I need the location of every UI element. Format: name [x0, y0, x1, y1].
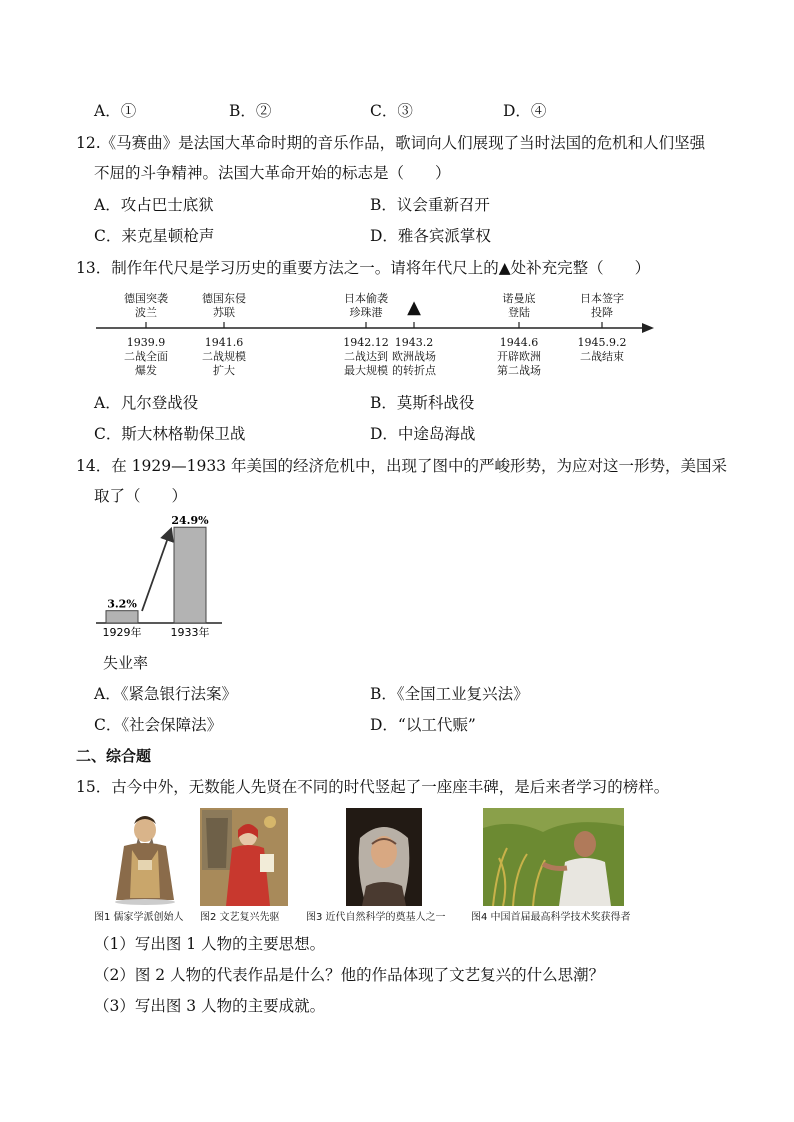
figure1-image [94, 810, 196, 906]
confucius-figure-icon [94, 810, 196, 906]
timeline-date-bottom: 1939.9 二战全面 爆发 [124, 336, 168, 377]
q13-option-c: C．斯大林格勒保卫战 [94, 425, 246, 443]
figure1-caption: 图1 儒家学派创始人 [94, 912, 184, 923]
q11-option-c: C．③ [370, 102, 413, 120]
q14-option-c: C．《社会保障法》 [94, 716, 223, 734]
q14-stem-line1: 14．在 1929—1933 年美国的经济危机中，出现了图中的严峻形势，为应对这一形势，美国采 [76, 457, 727, 475]
category-label-0: 1929年 [102, 626, 142, 639]
q12-option-d: D．雅各宾派掌权 [370, 227, 491, 245]
trend-arrow [142, 532, 170, 611]
q15-subquestion-1: （1）写出图 1 人物的主要思想。 [94, 935, 326, 953]
figure4-caption: 图4 中国首届最高科学技术奖获得者 [471, 912, 631, 923]
bar-1 [174, 527, 206, 623]
figure3-caption: 图3 近代自然科学的奠基人之一 [306, 912, 446, 923]
q15-stem: 15．古今中外，无数能人先贤在不同的时代竖起了一座座丰碑，是后来者学习的榜样。 [76, 778, 670, 796]
figure3-image [346, 808, 422, 906]
timeline-date-bottom: 1943.2 欧洲战场 的转折点 [392, 336, 436, 377]
unemployment-chart [94, 508, 234, 653]
timeline-axis [94, 318, 656, 338]
q14-option-d: D．“以工代赈” [370, 716, 476, 734]
timeline-event-top: 日本签字 投降 [580, 292, 624, 319]
data-label-0: 3.2% [107, 597, 137, 611]
q15-subquestion-3: （3）写出图 3 人物的主要成就。 [94, 997, 326, 1015]
timeline-date-bottom: 1941.6 二战规模 扩大 [202, 336, 246, 377]
newton-portrait-icon [346, 808, 422, 906]
section-title: 二、综合题 [76, 747, 152, 765]
figure2-caption: 图2 文艺复兴先驱 [200, 912, 280, 923]
q12-stem-line2: 不屈的斗争精神。法国大革命开始的标志是（ ） [94, 164, 451, 182]
q11-option-d: D．④ [503, 102, 547, 120]
q13-stem: 13．制作年代尺是学习历史的重要方法之一。请将年代尺上的▲处补充完整（ ） [76, 259, 651, 277]
timeline-date-bottom: 1944.6 开辟欧洲 第二战场 [497, 336, 541, 377]
figure4-image [483, 808, 624, 906]
rice-field-portrait-icon [483, 808, 624, 906]
timeline-event-top: 德国突袭 波兰 [124, 292, 168, 319]
q13-option-d: D．中途岛海战 [370, 425, 476, 443]
data-label-1: 24.9% [171, 514, 209, 528]
q14-option-a: A．《紧急银行法案》 [94, 685, 237, 703]
figure2-image [200, 808, 288, 906]
q12-option-b: B．议会重新召开 [370, 196, 490, 214]
q11-option-b: B．② [229, 102, 272, 120]
timeline-event-top: 德国东侵 苏联 [202, 292, 246, 319]
chart-xlabel: 失业率 [103, 654, 149, 672]
q13-option-b: B．莫斯科战役 [370, 394, 475, 412]
q11-option-a: A．① [94, 102, 137, 120]
q13-option-a: A．凡尔登战役 [94, 394, 199, 412]
dante-painting-icon [200, 808, 288, 906]
timeline-date-bottom: 1945.9.2 二战结束 [577, 336, 627, 363]
q14-option-b: B．《全国工业复兴法》 [370, 685, 529, 703]
q12-option-a: A．攻占巴士底狱 [94, 196, 214, 214]
timeline-event-top: 日本偷袭 珍珠港 [344, 292, 388, 319]
q15-subquestion-2: （2）图 2 人物的代表作品是什么？他的作品体现了文艺复兴的什么思潮？ [94, 966, 605, 984]
q14-stem-line2: 取了（ ） [94, 487, 188, 505]
q12-option-c: C．来克星顿枪声 [94, 227, 215, 245]
timeline-blank-marker: ▲ [407, 297, 421, 318]
q12-stem-line1: 12.《马赛曲》是法国大革命时期的音乐作品，歌词向人们展现了当时法国的危机和人们坚强 [76, 134, 706, 152]
timeline-event-top: 诺曼底 登陆 [502, 292, 536, 319]
bar-0 [106, 611, 138, 623]
timeline-date-bottom: 1942.12 二战达到 最大规模 [343, 336, 389, 377]
category-label-1: 1933年 [170, 626, 210, 639]
